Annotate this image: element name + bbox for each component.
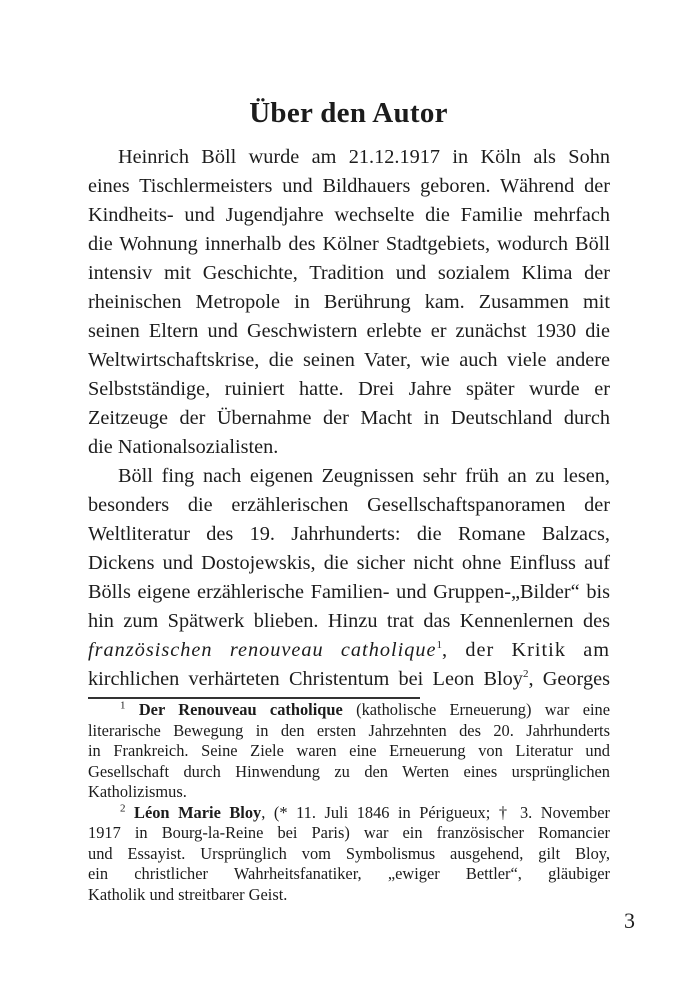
- footnote-line: [88, 741, 610, 762]
- text-segment: , Georges: [528, 668, 610, 690]
- body-text: [88, 143, 610, 694]
- body-line: [88, 520, 610, 549]
- footnote-line: [88, 844, 610, 865]
- footnote-line: [88, 803, 610, 824]
- text-segment: seinen Eltern und Geschwistern erlebte er zunächst 1930 die: [88, 320, 610, 342]
- text-segment: ein christlicher Wahrheitsfanatiker, „ewiger Bettler“, gläubiger: [88, 864, 610, 883]
- text-segment: französischen: [88, 639, 230, 661]
- body-line: [88, 172, 610, 201]
- page-number: 3: [624, 908, 635, 933]
- text-segment: Gesellschaft durch Hinwendung zu den Werten eines ursprünglichen: [88, 761, 610, 781]
- body-line: [88, 607, 610, 636]
- footnote-marker: 2: [120, 802, 126, 815]
- text-segment: Heinrich Böll wurde am 21.12.1917 in Köln als Sohn: [118, 146, 610, 168]
- text-segment: Weltliteratur des 19. Jahrhunderts: die Romane Balzacs,: [88, 523, 610, 545]
- body-line: [88, 375, 610, 404]
- text-segment: 1917 in Bourg-la-Reine bei Paris) war ein französischer Romancier: [88, 823, 610, 842]
- text-segment: besonders die erzählerischen Gesellschaftspanoramen der: [88, 494, 610, 516]
- body-line: [88, 288, 610, 317]
- body-line: [88, 346, 610, 375]
- body-line: [88, 636, 610, 665]
- text-segment: Katholik und streitbarer Geist.: [88, 884, 288, 904]
- text-segment: in Frankreich. Seine Ziele waren eine Erneuerung von Literatur und: [88, 741, 610, 760]
- text-segment: Selbstständige, ruiniert hatte. Drei Jahre später wurde er: [88, 378, 610, 400]
- text-segment: die Wohnung innerhalb des Kölner Stadtgebiets, wodurch Böll: [88, 233, 610, 255]
- footnote-line: [88, 823, 610, 844]
- text-segment: , (* 11. Juli 1846 in Périgueux; † 3. November: [261, 802, 610, 822]
- text-segment: rheinischen Metropole in Berührung kam. Zusammen mit: [88, 291, 610, 313]
- footnote-line: [88, 762, 610, 783]
- page-title: Über den Autor: [249, 97, 448, 129]
- body-line: [88, 462, 610, 491]
- footnote-marker: 1: [120, 699, 126, 712]
- body-line: [88, 143, 610, 172]
- text-segment: Bölls eigene erzählerische Familien- und Gruppen-„Bilder“ bis: [88, 581, 610, 603]
- text-segment: Léon Marie Bloy: [134, 802, 262, 822]
- body-line: [88, 201, 610, 230]
- footnotes: [88, 700, 610, 905]
- text-segment: [126, 700, 139, 719]
- text-segment: Zeitzeuge der Übernahme der Macht in Deutschland durch: [88, 407, 610, 429]
- text-segment: intensiv mit Geschichte, Tradition und sozialem Klima der: [88, 262, 610, 284]
- body-line: [88, 665, 610, 694]
- footnote-line: [88, 864, 610, 885]
- body-line: [88, 549, 610, 578]
- text-segment: Katholizismus.: [88, 782, 187, 801]
- text-segment: und Essayist. Ursprünglich vom Symbolismus ausgehend, gilt Bloy,: [88, 843, 610, 863]
- text-segment: , der Kritik am: [442, 639, 610, 661]
- footnote-marker: 2: [522, 668, 529, 681]
- text-segment: die Nationalsozialisten.: [88, 436, 279, 458]
- body-line: [88, 317, 610, 346]
- body-line: [88, 404, 610, 433]
- text-segment: literarische Bewegung in den ersten Jahrzehnten des 20. Jahrhunderts: [88, 720, 610, 740]
- body-line: [88, 433, 610, 462]
- footnote-line: [88, 782, 610, 803]
- text-segment: Der Renouveau catholique: [138, 700, 343, 719]
- footnote-divider: [88, 697, 420, 699]
- text-segment: Dickens und Dostojewskis, die sicher nicht ohne Einfluss auf: [88, 552, 610, 574]
- text-segment: [126, 803, 135, 822]
- footnote-line: [88, 700, 610, 721]
- footnote-line: [88, 721, 610, 742]
- text-segment: Böll fing nach eigenen Zeugnissen sehr früh an zu lesen,: [118, 465, 610, 487]
- text-segment: kirchlichen verhärteten Christentum bei Leon Bloy: [88, 668, 523, 690]
- text-segment: Kindheits- und Jugendjahre wechselte die Familie mehrfach: [88, 204, 610, 226]
- text-segment: eines Tischlermeisters und Bildhauers geboren. Während der: [88, 175, 610, 197]
- body-line: [88, 259, 610, 288]
- text-segment: hin zum Spätwerk blieben. Hinzu trat das Kennenlernen des: [88, 610, 610, 632]
- footnote-line: [88, 885, 610, 906]
- text-segment: (katholische Erneuerung) war eine: [342, 700, 610, 719]
- text-segment: Weltwirtschaftskrise, die seinen Vater, wie auch viele andere: [88, 349, 610, 371]
- body-line: [88, 578, 610, 607]
- text-segment: renouveau catholique: [229, 639, 437, 661]
- body-line: [88, 491, 610, 520]
- body-line: [88, 230, 610, 259]
- footnote-marker: 1: [436, 639, 443, 652]
